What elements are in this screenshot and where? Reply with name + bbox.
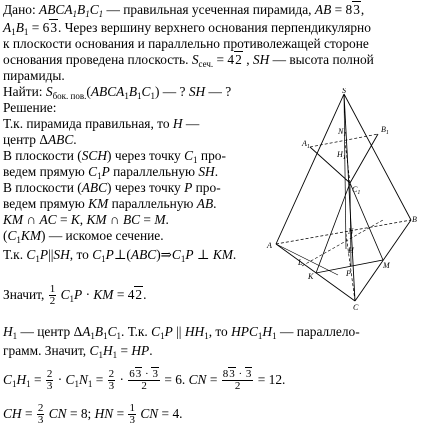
- edge-B1C1: [350, 134, 378, 183]
- find-line: Найти: $S_{бок. пов.}(ABCA_1B_1C_1)$ — ? SH — ?: [3, 84, 232, 101]
- solution-line-10: Значит, $\frac{1}{2}$ $C_1P$ · KM = 42.: [3, 283, 147, 308]
- pyramid-figure: [262, 88, 418, 313]
- solution-line-2: центр ΔABC.: [3, 132, 77, 147]
- solution-line-7: KM ∩ AC = K, KM ∩ BC = M.: [3, 212, 169, 227]
- solution-line-1: Т.к. пирамида правильная, то H —: [3, 116, 200, 131]
- given-text: . Через вершину верхнего основания перпендикулярно: [58, 20, 371, 35]
- solution-label: Решение:: [3, 100, 57, 115]
- given-text: — правильная усеченная пирамида,: [106, 2, 312, 17]
- given-text: основания проведена плоскость.: [3, 52, 189, 67]
- label-B1: $B_1$: [381, 125, 389, 136]
- edge-SB: [344, 94, 411, 220]
- label-A: A: [267, 241, 272, 250]
- label-M: M: [383, 261, 390, 270]
- find-text: — ?: [208, 84, 232, 99]
- given-text: к плоскости основания и параллельно противолежащей стороне: [3, 36, 369, 51]
- math: A: [3, 20, 12, 35]
- label-C: C: [353, 303, 359, 312]
- math: $ABCA_1B_1C_1$: [39, 2, 104, 19]
- body-line-2: грамм. Значит, $C_1H_1$ = HP.: [3, 343, 153, 360]
- solution-line-9: Т.к. $C_1P||SH$, то $C_1P\perp(ABC)\Rightarrow C_1P$ ⊥ KM.: [3, 247, 237, 264]
- segment-LA: [276, 244, 338, 275]
- body-line-1: $H_1$ — центр $\Delta A_1B_1C_1$. Т.к. $C_1P$ || $HH_1$, то $HPC_1H_1$ — параллело-: [3, 324, 360, 341]
- label-S: S: [342, 88, 346, 95]
- label-K: K: [308, 272, 314, 281]
- label-L: L: [298, 258, 303, 267]
- label-C1: $C_1$: [352, 185, 361, 196]
- median-C1N1: [345, 142, 350, 183]
- label-P: P: [346, 269, 351, 278]
- given-label: Дано:: [3, 2, 36, 17]
- solution-line-5: В плоскости (ABC) через точку P про-: [3, 180, 221, 195]
- given-text: пирамиды.: [3, 68, 65, 83]
- given-line-2: $A_1B_1 = 63$. Через вершину верхнего основания перпендикулярно: [3, 20, 371, 37]
- given-text: — высота полной: [272, 52, 374, 67]
- given-line-3: [3, 36, 369, 51]
- label-H1: $H_1$: [337, 150, 346, 161]
- solution-line-4: ведем прямую $C_1P$ параллельную SH.: [3, 164, 219, 181]
- formula-line-2: CH = $\frac{2}{3}$ CN = 8; HN = $\frac{1}{3}$ CN = 4.: [3, 402, 183, 427]
- given-line-5: [3, 68, 65, 83]
- solution-line-8: $(C_1KM)$ — искомое сечение.: [3, 228, 164, 245]
- segment-C1K: [316, 183, 350, 273]
- given-line-1: Дано: $ABCA_1B_1C_1$ — правильная усеченная пирамида, AB = 83,: [3, 2, 365, 19]
- label-H: H: [348, 246, 354, 255]
- formula-line-1: $C_1H_1$ = $\frac{2}{3}$ · $C_1N_1$ = $\frac{2}{3}$ · $\frac{63 \cdot 3}{2}$ = 6. CN = $\frac{83 \cdot 3}{2}$ = 12.: [3, 368, 286, 393]
- find-label: Найти:: [3, 84, 43, 99]
- given-line-4: основания проведена плоскость. $S_{сеч.} = 42$ , SH — высота полной: [3, 52, 374, 69]
- edge-AB: [276, 220, 411, 244]
- label-N: N: [348, 227, 354, 236]
- math: AB: [314, 2, 332, 17]
- label-A1: $A_1$: [302, 139, 310, 150]
- solution-line-3: В плоскости (SCH) через точку $C_1$ про-: [3, 148, 226, 165]
- edge-AC: [276, 244, 355, 301]
- edge-A1C1: [310, 147, 350, 183]
- find-text: — ?: [162, 84, 186, 99]
- label-B: B: [412, 215, 417, 224]
- segment-C1M: [350, 183, 383, 260]
- solution-line-6: ведем прямую KM параллельную AB.: [3, 196, 217, 211]
- label-N1: $N_1$: [338, 127, 347, 138]
